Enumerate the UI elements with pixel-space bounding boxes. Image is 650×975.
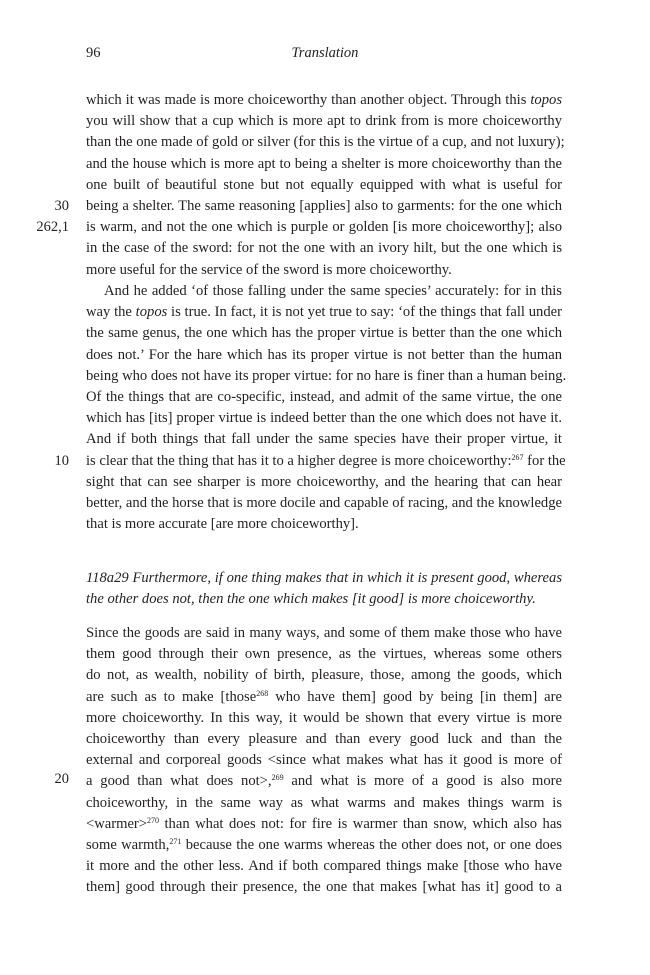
text-line: that is more accurate [are more choiceworthy].	[86, 516, 359, 533]
margin-line-number: 20	[54, 771, 69, 787]
text-line: does not.’ For the hare which has its proper virtue is not better than the human	[86, 346, 562, 363]
margin-line-number: 30	[54, 198, 69, 214]
text-line: choiceworthy than every pleasure and than every good luck and than the	[86, 730, 562, 747]
text-line: better, and the horse that is more docile and capable of racing, and the knowledge	[86, 494, 562, 511]
text-line: one built of beautiful stone but not equally equipped with what is useful for	[86, 176, 562, 193]
text-line: some warmth,$^{271}$ because the one warms whereas the other does not, or one does	[86, 836, 563, 853]
text-line: do not, as wealth, nobility of birth, pleasure, those, among the goods, which	[86, 667, 562, 684]
footnote-ref: 268	[256, 688, 269, 698]
paragraph-3	[86, 623, 562, 898]
text-line: sight that can see sharper is more choiceworthy, and the hearing that can hear	[86, 473, 562, 490]
text-line: are such as to make [those$^{268}$ who have them] good by being [in them] are	[86, 688, 562, 705]
text-line: which it was made is more choiceworthy than another object. Through this topos	[86, 92, 562, 108]
text-line: is warm, and not the one which is purple or golden [is more choiceworthy]; also	[86, 219, 562, 236]
text-line: And he added ‘of those falling under the same species’ accurately: for in this	[104, 283, 562, 299]
text-line: Of the things that are co-specific, instead, and admit of the same virtue, the one	[86, 388, 562, 405]
footnote-ref: 267	[511, 452, 524, 462]
text-line: the other does not, then the one which makes [it good] is more choiceworthy.	[86, 591, 536, 608]
text-line: a good than what does not>,$^{269}$ and what is more of a good is also more	[86, 773, 562, 790]
margin-reference-number: 262,1	[36, 219, 69, 235]
text-line: 118a29 Furthermore, if one thing makes that in which it is present good, whereas	[86, 570, 562, 586]
text-line: being a shelter. The same reasoning [applies] also to garments: for the one which	[86, 197, 562, 214]
text-line: more choiceworthy. In this way, it would be shown that every virtue is more	[86, 709, 562, 726]
text-line: them] good through their presence, the one that makes [what has it] good to a	[86, 879, 562, 896]
text-line: you will show that a cup which is more apt to drink from is more choiceworthy	[86, 113, 562, 130]
text-line: more useful for the service of the sword is more choiceworthy.	[86, 261, 452, 278]
text-line: which has [its] proper virtue is indeed better than the one which does not have it.	[86, 410, 562, 427]
text-line: is clear that the thing that has it to a higher degree is more choiceworthy:$^{267}$ for the	[86, 452, 566, 469]
text-line: in the case of the sword: for not the one with an ivory hilt, but the one which is	[86, 240, 562, 257]
paragraph-2	[86, 281, 567, 535]
footnote-ref: 269	[271, 773, 284, 783]
text-line: <warmer>$^{270}$ than what does not: for fire is warmer than snow, which also has	[86, 815, 562, 832]
paragraph-1	[86, 90, 565, 281]
text-line: choiceworthy, in the same way as what warms and makes things warm is	[86, 794, 562, 811]
text-line: the same genus, the one which has the proper virtue is better than the one which	[86, 325, 562, 342]
page-number: 96	[86, 45, 101, 61]
text-line: way the topos is true. In fact, it is not yet true to say: ‘of the things that fall under	[86, 304, 562, 321]
text-line: them good through their own presence, as the virtues, whereas some others	[86, 646, 562, 663]
lemma-heading	[86, 568, 562, 610]
text-line: and the house which is more apt to being a shelter is more choiceworthy than the	[86, 155, 562, 172]
footnote-ref: 270	[147, 815, 160, 825]
text-line: it more and the other less. And if both compared things make [those who have	[86, 858, 562, 875]
text-line: being who does not have its proper virtue: for no hare is finer than a human being.	[86, 367, 567, 384]
text-line: than the one made of gold or silver (for this is the virtue of a cup, and not luxury);	[86, 134, 565, 151]
text-line: And if both things that fall under the same species have their proper virtue, it	[86, 431, 562, 448]
running-title: Translation	[291, 45, 359, 61]
margin-line-number: 10	[54, 453, 69, 469]
text-line: external and corporeal goods <since what makes what has it good is more of	[86, 752, 562, 769]
text-line: Since the goods are said in many ways, and some of them make those who have	[86, 625, 562, 641]
footnote-ref: 271	[169, 836, 182, 846]
